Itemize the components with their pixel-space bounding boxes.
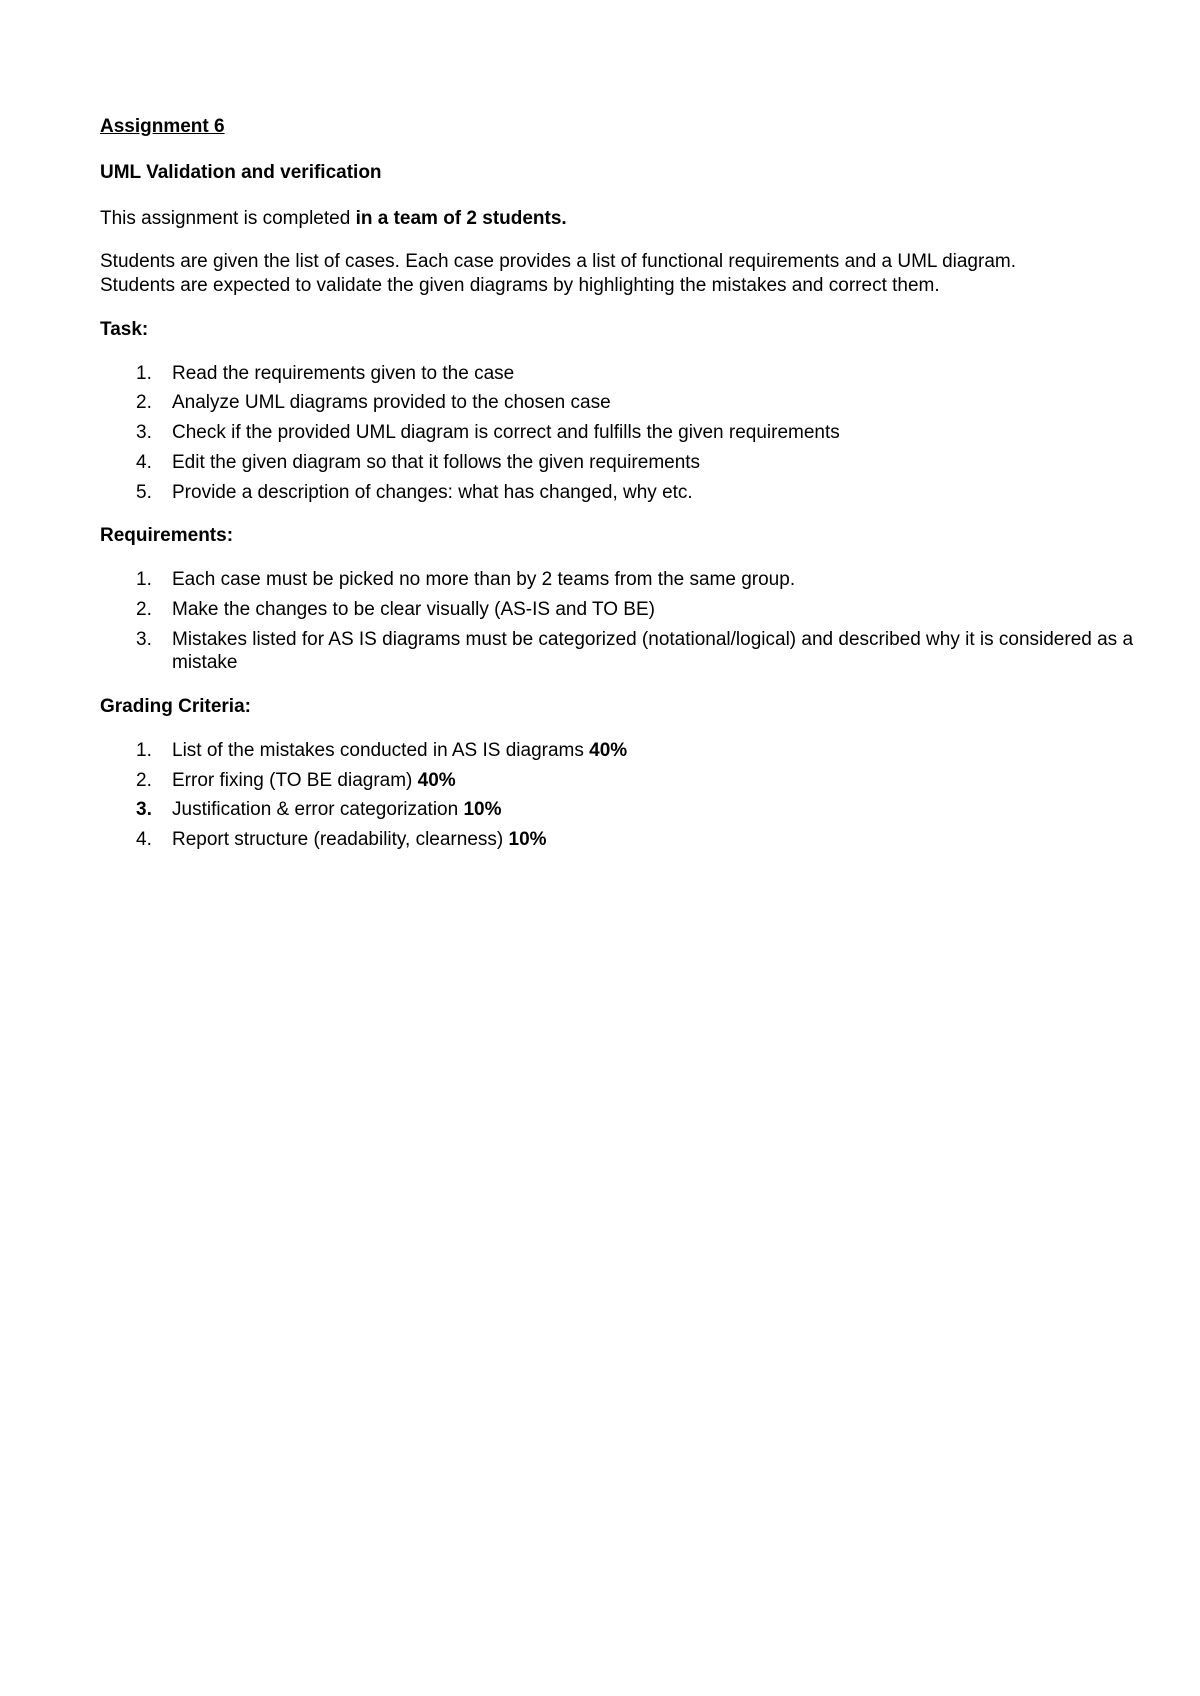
grading-list xyxy=(100,739,1140,852)
list-number: 1. xyxy=(136,569,152,590)
list-text: Check if the provided UML diagram is correct and fulfills the given requirements xyxy=(172,422,840,443)
list-item xyxy=(100,798,1140,822)
list-item xyxy=(100,739,1140,763)
list-item xyxy=(100,598,1140,622)
list-text: Analyze UML diagrams provided to the chosen case xyxy=(172,392,611,414)
grading-heading: Grading Criteria: xyxy=(100,696,251,717)
list-text: List of the mistakes conducted in AS IS diagrams xyxy=(172,739,590,761)
list-item xyxy=(100,451,1140,475)
list-text: Read the requirements given to the case xyxy=(172,362,515,384)
grading-weight: 10% xyxy=(463,799,502,821)
grading-weight: 10% xyxy=(508,829,547,850)
list-number: 5. xyxy=(136,481,152,503)
list-number: 3. xyxy=(136,628,152,650)
task-heading: Task: xyxy=(100,318,149,340)
task-list xyxy=(100,362,1140,505)
document-title: Assignment 6 xyxy=(100,116,225,137)
list-item xyxy=(100,481,1140,505)
list-number: 3. xyxy=(136,799,152,821)
list-number: 4. xyxy=(136,829,152,850)
list-item xyxy=(100,769,1140,793)
intro-paragraph xyxy=(100,250,1140,298)
list-item xyxy=(100,828,1140,852)
list-number: 2. xyxy=(136,598,152,620)
list-item xyxy=(100,421,1140,445)
list-number: 2. xyxy=(136,392,152,414)
intro-line-2: Students are expected to validate the given diagrams by highlighting the mistakes and correct them. xyxy=(100,275,940,296)
list-number: 2. xyxy=(136,769,152,791)
grading-weight: 40% xyxy=(417,769,456,791)
list-number: 4. xyxy=(136,451,152,473)
list-text: Report structure (readability, clearness) xyxy=(172,829,509,850)
list-number: 1. xyxy=(136,739,152,761)
grading-weight: 40% xyxy=(589,739,628,761)
list-text: Error fixing (TO BE diagram) xyxy=(172,769,418,791)
team-line-emphasis: in a team of 2 students. xyxy=(355,207,567,229)
list-number: 1. xyxy=(136,362,152,384)
list-text: Make the changes to be clear visually (AS-IS and TO BE) xyxy=(172,598,655,620)
list-item xyxy=(100,362,1140,386)
list-text: Mistakes listed for AS IS diagrams must be categorized (notational/logical) and described why it is considered as a mistake xyxy=(172,628,1134,674)
list-text: Each case must be picked no more than by 2 teams from the same group. xyxy=(172,569,796,590)
list-item xyxy=(100,568,1140,592)
list-item xyxy=(100,628,1140,676)
requirements-list xyxy=(100,568,1140,675)
list-text: Edit the given diagram so that it follows the given requirements xyxy=(172,451,701,473)
document-subtitle: UML Validation and verification xyxy=(100,161,382,183)
team-line-prefix: This assignment is completed xyxy=(100,207,356,229)
list-text: Justification & error categorization xyxy=(172,799,464,821)
document-body xyxy=(100,115,1140,872)
intro-line-1: Students are given the list of cases. Each case provides a list of functional requirements and a UML diagram. xyxy=(100,251,1016,273)
team-line xyxy=(100,207,1140,231)
list-item xyxy=(100,391,1140,415)
list-number: 3. xyxy=(136,422,152,443)
requirements-heading: Requirements: xyxy=(100,525,234,547)
list-text: Provide a description of changes: what has changed, why etc. xyxy=(172,481,693,503)
